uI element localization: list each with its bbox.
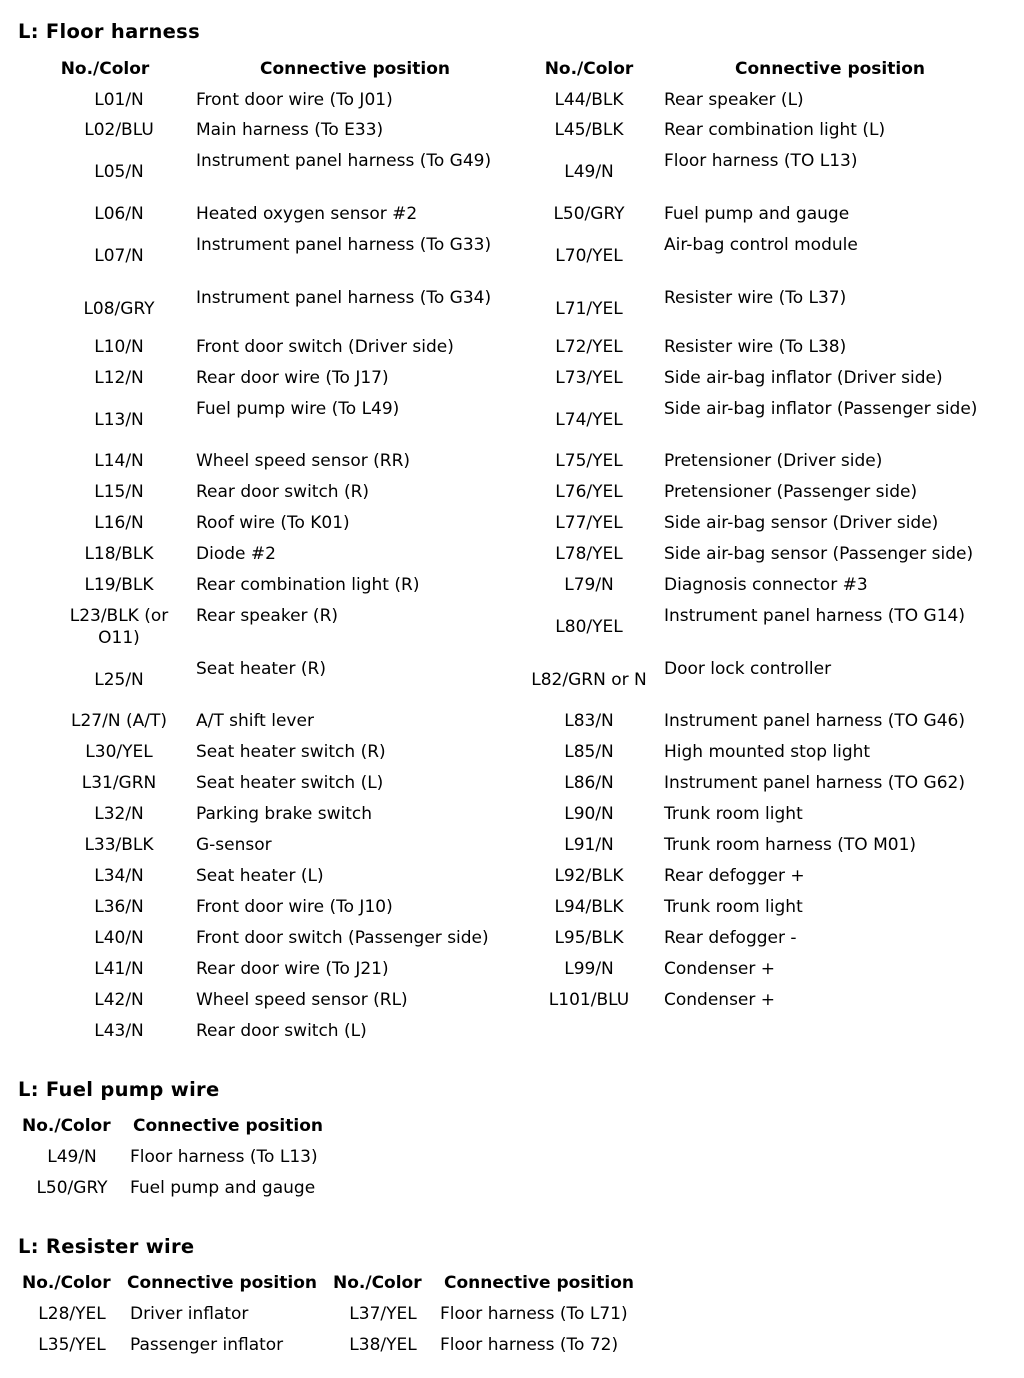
floor-right-row-0-no: L44/BLK: [554, 90, 624, 110]
floor-left-row-11-no: L16/N: [94, 513, 144, 533]
floor-left-row-2-pos: Instrument panel harness (To G49): [196, 151, 492, 171]
floor-right-row-10-pos: Pretensioner (Passenger side): [664, 482, 918, 502]
floor-left-row-13-pos: Rear combination light (R): [196, 575, 420, 595]
resister-right-header-pos: Connective position: [444, 1273, 634, 1293]
floor-left-row-19-no: L32/N: [94, 804, 144, 824]
floor-left-row-16-no: L27/N (A/T): [71, 711, 167, 731]
floor-right-row-11-pos: Side air-bag sensor (Driver side): [664, 513, 939, 533]
floor-right-row-2-no: L49/N: [564, 162, 614, 182]
floor-right-row-10-no: L76/YEL: [555, 482, 623, 502]
resister-right-row-0-pos: Floor harness (To L71): [440, 1304, 628, 1324]
floor-right-row-24-no: L99/N: [564, 959, 614, 979]
fuel-row-0-pos: Floor harness (To L13): [130, 1147, 318, 1167]
floor-right-row-6-no: L72/YEL: [555, 337, 623, 357]
floor-right-row-1-no: L45/BLK: [554, 120, 624, 140]
floor-left-row-13-no: L19/BLK: [84, 575, 154, 595]
floor-right-row-13-pos: Diagnosis connector #3: [664, 575, 868, 595]
floor-right-row-0-pos: Rear speaker (L): [664, 90, 804, 110]
fuel-row-1-no: L50/GRY: [36, 1178, 108, 1198]
floor-left-row-1-pos: Main harness (To E33): [196, 120, 384, 140]
floor-left-row-1-no: L02/BLU: [84, 120, 154, 140]
resister-left-row-1-pos: Passenger inflator: [130, 1335, 284, 1355]
floor-left-row-0-no: L01/N: [94, 90, 144, 110]
floor-left-row-2-no: L05/N: [94, 162, 144, 182]
floor-left-header-no: No./Color: [60, 59, 150, 79]
floor-left-row-15-pos: Seat heater (R): [196, 659, 326, 679]
floor-right-row-16-no: L83/N: [564, 711, 614, 731]
floor-right-row-22-no: L94/BLK: [554, 897, 624, 917]
floor-right-row-25-no: L101/BLU: [548, 990, 630, 1010]
floor-left-row-8-pos: Fuel pump wire (To L49): [196, 399, 400, 419]
floor-right-row-3-no: L50/GRY: [553, 204, 625, 224]
floor-right-row-20-no: L91/N: [564, 835, 614, 855]
floor-left-row-26-pos: Rear door switch (L): [196, 1021, 367, 1041]
floor-left-row-5-no: L08/GRY: [83, 299, 155, 319]
floor-right-row-1-pos: Rear combination light (L): [664, 120, 886, 140]
floor-right-row-14-no: L80/YEL: [555, 617, 623, 637]
floor-right-row-7-pos: Side air-bag inflator (Driver side): [664, 368, 943, 388]
floor-left-row-7-pos: Rear door wire (To J17): [196, 368, 389, 388]
resister-left-row-0-no: L28/YEL: [38, 1304, 106, 1324]
floor-left-row-3-no: L06/N: [94, 204, 144, 224]
floor-right-row-5-pos: Resister wire (To L37): [664, 288, 847, 308]
floor-left-row-20-pos: G-sensor: [196, 835, 272, 855]
fuel-row-1-pos: Fuel pump and gauge: [130, 1178, 316, 1198]
floor-right-row-5-no: L71/YEL: [555, 299, 623, 319]
floor-left-row-4-no: L07/N: [94, 246, 144, 266]
floor-left-row-24-pos: Rear door wire (To J21): [196, 959, 389, 979]
floor-left-row-5-pos: Instrument panel harness (To G34): [196, 288, 492, 308]
floor-right-row-23-pos: Rear defogger -: [664, 928, 797, 948]
floor-right-row-4-no: L70/YEL: [555, 246, 623, 266]
floor-left-row-6-pos: Front door switch (Driver side): [196, 337, 454, 357]
resister-right-row-1-pos: Floor harness (To 72): [440, 1335, 619, 1355]
floor-left-row-22-pos: Front door wire (To J10): [196, 897, 393, 917]
floor-right-row-18-no: L86/N: [564, 773, 614, 793]
floor-right-row-13-no: L79/N: [564, 575, 614, 595]
floor-left-row-6-no: L10/N: [94, 337, 144, 357]
floor-right-row-8-pos: Side air-bag inflator (Passenger side): [664, 399, 978, 419]
floor-right-row-25-pos: Condenser +: [664, 990, 776, 1010]
floor-left-row-12-no: L18/BLK: [84, 544, 154, 564]
floor-right-row-19-no: L90/N: [564, 804, 614, 824]
floor-left-row-21-no: L34/N: [94, 866, 144, 886]
floor-left-row-25-no: L42/N: [94, 990, 144, 1010]
resister-right-row-0-no: L37/YEL: [349, 1304, 417, 1324]
floor-left-row-17-no: L30/YEL: [85, 742, 153, 762]
floor-left-row-21-pos: Seat heater (L): [196, 866, 324, 886]
floor-right-row-9-no: L75/YEL: [555, 451, 623, 471]
floor-left-row-7-no: L12/N: [94, 368, 144, 388]
floor-right-row-6-pos: Resister wire (To L38): [664, 337, 847, 357]
floor-right-row-19-pos: Trunk room light: [664, 804, 803, 824]
floor-right-row-20-pos: Trunk room harness (TO M01): [664, 835, 917, 855]
resister-right-row-1-no: L38/YEL: [349, 1335, 417, 1355]
floor-left-row-8-no: L13/N: [94, 410, 144, 430]
floor-right-header-no: No./Color: [544, 59, 634, 79]
resister-left-row-1-no: L35/YEL: [38, 1335, 106, 1355]
floor-right-row-12-pos: Side air-bag sensor (Passenger side): [664, 544, 974, 564]
fuel-header-pos: Connective position: [133, 1116, 323, 1136]
floor-left-row-24-no: L41/N: [94, 959, 144, 979]
floor-left-row-23-no: L40/N: [94, 928, 144, 948]
resister-wire-title: L: Resister wire: [18, 1235, 195, 1258]
floor-right-row-15-pos: Door lock controller: [664, 659, 832, 679]
floor-right-row-21-pos: Rear defogger +: [664, 866, 805, 886]
floor-right-row-8-no: L74/YEL: [555, 410, 623, 430]
floor-left-row-9-pos: Wheel speed sensor (RR): [196, 451, 411, 471]
fuel-header-no: No./Color: [22, 1116, 111, 1136]
floor-left-row-9-no: L14/N: [94, 451, 144, 471]
floor-right-row-2-pos: Floor harness (TO L13): [664, 151, 858, 171]
floor-right-row-22-pos: Trunk room light: [664, 897, 803, 917]
floor-left-row-25-pos: Wheel speed sensor (RL): [196, 990, 408, 1010]
floor-right-row-21-no: L92/BLK: [554, 866, 624, 886]
resister-left-row-0-pos: Driver inflator: [130, 1304, 249, 1324]
floor-left-row-18-pos: Seat heater switch (L): [196, 773, 384, 793]
fuel-row-0-no: L49/N: [47, 1147, 97, 1167]
floor-right-row-3-pos: Fuel pump and gauge: [664, 204, 850, 224]
floor-right-row-9-pos: Pretensioner (Driver side): [664, 451, 883, 471]
floor-left-row-16-pos: A/T shift lever: [196, 711, 314, 731]
floor-left-row-4-pos: Instrument panel harness (To G33): [196, 235, 492, 255]
floor-right-row-17-pos: High mounted stop light: [664, 742, 871, 762]
floor-left-row-15-no: L25/N: [94, 670, 144, 690]
floor-left-row-26-no: L43/N: [94, 1021, 144, 1041]
floor-left-row-19-pos: Parking brake switch: [196, 804, 373, 824]
floor-right-row-23-no: L95/BLK: [554, 928, 624, 948]
floor-right-header-pos: Connective position: [735, 59, 925, 79]
floor-right-row-14-pos: Instrument panel harness (TO G14): [664, 606, 965, 626]
floor-left-row-18-no: L31/GRN: [81, 773, 157, 793]
floor-right-row-18-pos: Instrument panel harness (TO G62): [664, 773, 965, 793]
resister-left-header-pos: Connective position: [127, 1273, 317, 1293]
fuel-pump-wire-title: L: Fuel pump wire: [18, 1078, 220, 1101]
floor-left-row-20-no: L33/BLK: [84, 835, 154, 855]
floor-left-row-17-pos: Seat heater switch (R): [196, 742, 386, 762]
floor-right-row-4-pos: Air-bag control module: [664, 235, 858, 255]
floor-right-row-17-no: L85/N: [564, 742, 614, 762]
floor-left-row-10-no: L15/N: [94, 482, 144, 502]
floor-right-row-16-pos: Instrument panel harness (TO G46): [664, 711, 965, 731]
floor-left-row-0-pos: Front door wire (To J01): [196, 90, 393, 110]
floor-left-row-11-pos: Roof wire (To K01): [196, 513, 350, 533]
floor-left-row-10-pos: Rear door switch (R): [196, 482, 370, 502]
floor-left-row-14-pos: Rear speaker (R): [196, 606, 339, 626]
floor-left-header-pos: Connective position: [260, 59, 450, 79]
floor-right-row-12-no: L78/YEL: [555, 544, 623, 564]
floor-left-row-22-no: L36/N: [94, 897, 144, 917]
floor-left-row-14-no: L23/BLK (or O11): [69, 606, 169, 648]
floor-right-row-15-no: L82/GRN or N: [531, 670, 647, 690]
floor-harness-title: L: Floor harness: [18, 20, 200, 43]
resister-right-header-no: No./Color: [333, 1273, 422, 1293]
floor-left-row-23-pos: Front door switch (Passenger side): [196, 928, 489, 948]
floor-right-row-7-no: L73/YEL: [555, 368, 623, 388]
floor-right-row-24-pos: Condenser +: [664, 959, 776, 979]
floor-right-row-11-no: L77/YEL: [555, 513, 623, 533]
floor-left-row-12-pos: Diode #2: [196, 544, 276, 564]
resister-left-header-no: No./Color: [22, 1273, 111, 1293]
floor-left-row-3-pos: Heated oxygen sensor #2: [196, 204, 418, 224]
